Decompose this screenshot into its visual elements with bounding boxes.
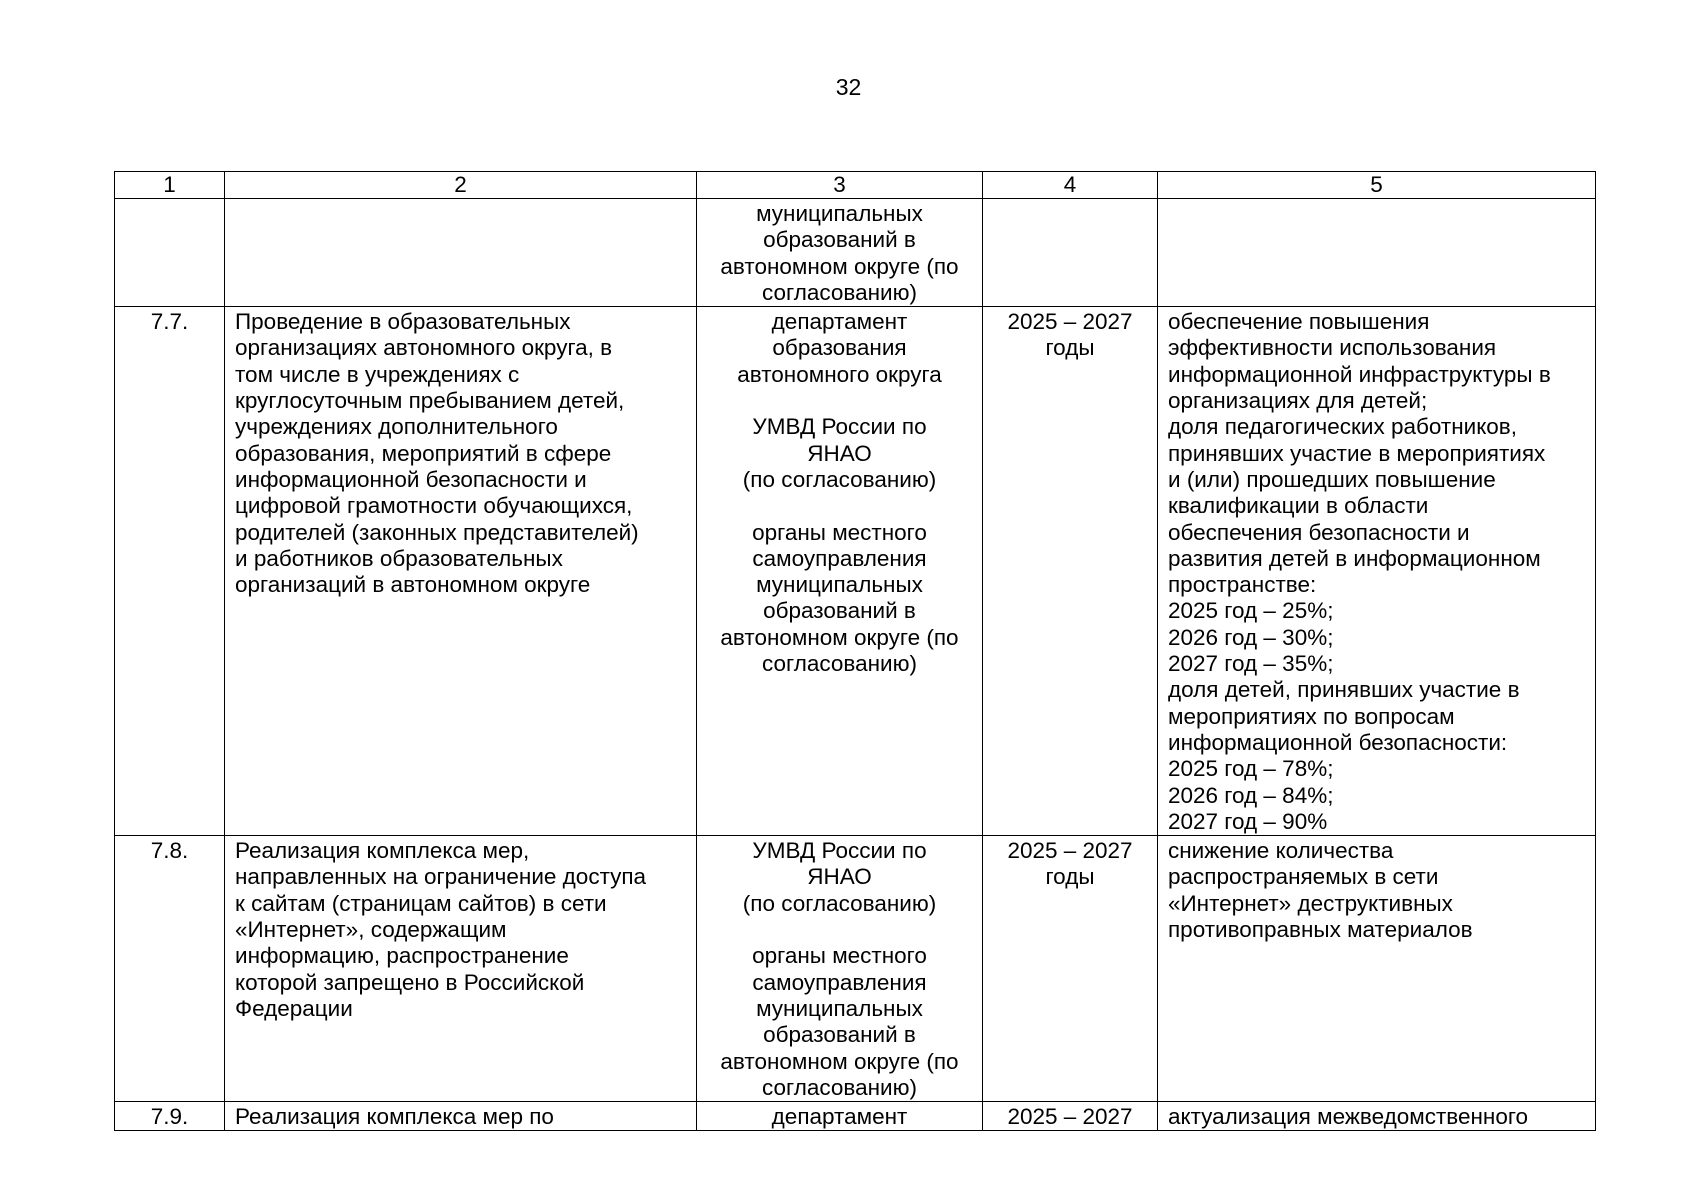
cell-text-line: 2025 год – 25%; xyxy=(1168,598,1334,624)
description-cell xyxy=(225,307,697,836)
column-header: 1 xyxy=(115,172,225,199)
cell-text-line: ЯНАО xyxy=(807,864,872,890)
cell-text-line: развития детей в информационном xyxy=(1168,545,1541,571)
cell-text-line: 2025 – 2027 xyxy=(1007,1104,1133,1130)
cell-text-line: информационной инфраструктуры в xyxy=(1168,361,1551,387)
cell-text-line: образований в xyxy=(763,598,916,624)
cell-text-line: УМВД России по xyxy=(752,838,927,864)
cell-text-line: департамент xyxy=(771,309,908,335)
cell-text-line: информацию, распространение xyxy=(235,943,569,969)
cell-text-line: согласованию) xyxy=(762,279,917,305)
cell-text-line: органы местного xyxy=(752,943,927,969)
cell-text-line: обеспечение повышения xyxy=(1168,309,1430,335)
responsible-cell xyxy=(697,307,983,836)
cell-text-line: родителей (законных представителей) xyxy=(235,519,639,545)
item-number-cell: 7.8. xyxy=(115,836,225,1102)
cell-text-line: направленных на ограничение доступа xyxy=(235,864,647,890)
cell-text-line: учреждениях дополнительного xyxy=(235,414,558,440)
result-cell xyxy=(1158,199,1596,307)
cell-text-line: цифровой грамотности обучающихся, xyxy=(235,493,633,519)
cell-text-line: Реализация комплекса мер, xyxy=(235,838,530,864)
column-header: 3 xyxy=(697,172,983,199)
cell-text-line: «Интернет», содержащим xyxy=(235,917,507,943)
cell-text-line: автономном округе (по xyxy=(720,1048,959,1074)
term-cell xyxy=(983,307,1158,836)
result-cell xyxy=(1158,1102,1596,1131)
responsible-cell xyxy=(697,1102,983,1131)
cell-text-line: противоправных материалов xyxy=(1168,917,1473,943)
cell-text-line: (по согласованию) xyxy=(742,890,937,916)
column-header: 5 xyxy=(1158,172,1596,199)
cell-text-line: мероприятиях по вопросам xyxy=(1168,703,1455,729)
description-cell xyxy=(225,836,697,1102)
cell-text-line: автономном округе (по xyxy=(720,253,959,279)
cell-text-line: организациях для детей; xyxy=(1168,388,1428,414)
cell-text-line: круглосуточным пребыванием детей, xyxy=(235,388,625,414)
table-row xyxy=(115,836,1596,1102)
cell-text-line: 2026 год – 84%; xyxy=(1168,782,1334,808)
cell-text-line: доля детей, принявших участие в xyxy=(1168,677,1520,703)
cell-text-line: 2025 – 2027 xyxy=(1007,838,1133,864)
cell-text-line: актуализация межведомственного xyxy=(1168,1104,1529,1130)
table-header-row xyxy=(115,172,1596,199)
cell-text-line: квалификации в области xyxy=(1168,493,1429,519)
cell-text-line: 2027 год – 90% xyxy=(1168,808,1328,834)
column-header: 4 xyxy=(983,172,1158,199)
cell-text-line: согласованию) xyxy=(762,651,917,677)
cell-text-line: организаций в автономном округе xyxy=(235,572,591,598)
description-cell xyxy=(225,199,697,307)
table-row xyxy=(115,199,1596,307)
cell-text-line: образования, мероприятий в сфере xyxy=(235,440,612,466)
cell-text-line: образований в xyxy=(763,1022,916,1048)
cell-text-line: департамент xyxy=(771,1104,908,1130)
cell-blank-line xyxy=(707,493,972,519)
cell-text-line: 2026 год – 30%; xyxy=(1168,624,1334,650)
cell-text-line: Реализация комплекса мер по xyxy=(235,1104,554,1130)
cell-text-line: 2025 – 2027 xyxy=(1007,309,1133,335)
cell-text-line: к сайтам (страницам сайтов) в сети xyxy=(235,890,607,916)
column-header: 2 xyxy=(225,172,697,199)
measures-table xyxy=(114,171,1596,1131)
cell-text-line: органы местного xyxy=(752,519,927,545)
cell-text-line: информационной безопасности и xyxy=(235,466,587,492)
cell-blank-line xyxy=(707,917,972,943)
item-number-cell: 7.9. xyxy=(115,1102,225,1131)
cell-text-line: образований в xyxy=(763,227,916,253)
cell-text-line: организациях автономного округа, в xyxy=(235,335,613,361)
responsible-cell xyxy=(697,836,983,1102)
term-cell xyxy=(983,199,1158,307)
cell-text-line: Проведение в образовательных xyxy=(235,309,571,335)
item-number-cell: 7.7. xyxy=(115,307,225,836)
item-number-cell xyxy=(115,199,225,307)
cell-blank-line xyxy=(707,388,972,414)
cell-text-line: информационной безопасности: xyxy=(1168,729,1508,755)
table-row xyxy=(115,307,1596,836)
table-row xyxy=(115,1102,1596,1131)
cell-text-line: принявших участие в мероприятиях xyxy=(1168,440,1546,466)
cell-text-line: которой запрещено в Российской xyxy=(235,969,585,995)
term-cell xyxy=(983,1102,1158,1131)
cell-text-line: обеспечения безопасности и xyxy=(1168,519,1470,545)
cell-text-line: ЯНАО xyxy=(807,440,872,466)
cell-text-line: «Интернет» деструктивных xyxy=(1168,890,1453,916)
cell-text-line: распространяемых в сети xyxy=(1168,864,1439,890)
cell-text-line: согласованию) xyxy=(762,1074,917,1100)
cell-text-line: муниципальных xyxy=(756,572,923,598)
cell-text-line: эффективности использования xyxy=(1168,335,1497,361)
cell-text-line: доля педагогических работников, xyxy=(1168,414,1518,440)
cell-text-line: и работников образовательных xyxy=(235,545,563,571)
cell-text-line: снижение количества xyxy=(1168,838,1394,864)
cell-text-line: автономного округа xyxy=(737,361,942,387)
cell-text-line: годы xyxy=(1045,864,1095,890)
cell-text-line: годы xyxy=(1045,335,1095,361)
responsible-cell xyxy=(697,199,983,307)
cell-text-line: автономном округе (по xyxy=(720,624,959,650)
description-cell xyxy=(225,1102,697,1131)
cell-text-line: образования xyxy=(772,335,907,361)
cell-text-line: (по согласованию) xyxy=(742,466,937,492)
cell-text-line: муниципальных xyxy=(756,201,923,226)
cell-text-line: УМВД России по xyxy=(752,414,927,440)
result-cell xyxy=(1158,836,1596,1102)
cell-text-line: 2027 год – 35%; xyxy=(1168,651,1334,677)
cell-text-line: муниципальных xyxy=(756,995,923,1021)
cell-text-line: пространстве: xyxy=(1168,572,1317,598)
cell-text-line: и (или) прошедших повышение xyxy=(1168,466,1496,492)
cell-text-line: том числе в учреждениях с xyxy=(235,361,520,387)
cell-text-line: самоуправления xyxy=(752,545,927,571)
term-cell xyxy=(983,836,1158,1102)
result-cell xyxy=(1158,307,1596,836)
page-number: 32 xyxy=(835,74,862,100)
cell-text-line: 2025 год – 78%; xyxy=(1168,756,1334,782)
cell-text-line: Федерации xyxy=(235,995,353,1021)
cell-text-line: самоуправления xyxy=(752,969,927,995)
